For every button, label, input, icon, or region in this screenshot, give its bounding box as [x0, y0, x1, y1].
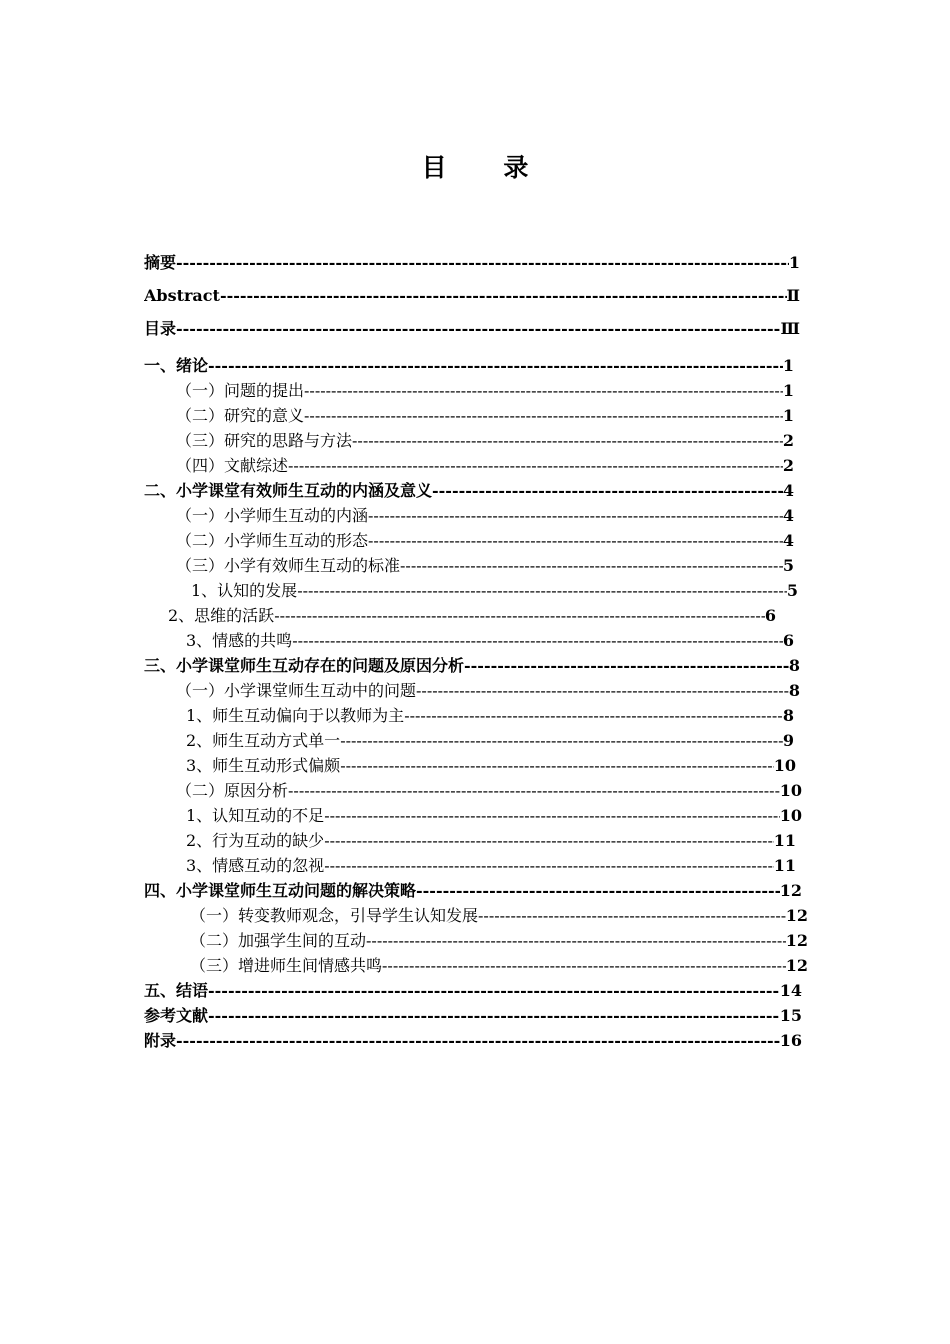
- toc-entry[interactable]: [190, 903, 808, 928]
- toc-page-number: 12: [785, 906, 808, 925]
- toc-entry[interactable]: [191, 578, 798, 603]
- toc-entry-label: 2、师生互动方式单一: [186, 731, 341, 750]
- toc-entry[interactable]: [186, 753, 796, 778]
- toc-entry[interactable]: [176, 428, 794, 453]
- toc-dot-leader: [274, 603, 765, 628]
- toc-entry[interactable]: [176, 403, 794, 428]
- toc-entry[interactable]: [176, 553, 794, 578]
- toc-page-number: 6: [782, 631, 794, 650]
- toc-dot-leader: [340, 728, 783, 753]
- toc-dot-leader: [324, 803, 780, 828]
- toc-entry-label: （二）加强学生间的互动: [190, 931, 367, 950]
- toc-dot-leader: [478, 903, 786, 928]
- toc-page-number: 10: [773, 756, 796, 775]
- toc-entry-label: 摘要: [144, 253, 177, 272]
- toc-entry[interactable]: [186, 853, 796, 878]
- toc-entry-label: （一）转变教师观念，引导学生认知发展: [190, 906, 479, 925]
- toc-entry-label: （二）原因分析: [176, 781, 289, 800]
- toc-page-number: 10: [779, 781, 802, 800]
- toc-entry-label: （三）小学有效师生互动的标准: [176, 556, 401, 575]
- toc-page-number: 8: [782, 706, 794, 725]
- toc-dot-leader: [368, 503, 783, 528]
- toc-page-number: 4: [782, 506, 794, 525]
- toc-entry[interactable]: [190, 928, 808, 953]
- toc-page-number: 1: [788, 253, 800, 272]
- toc-dot-leader: [366, 928, 786, 953]
- toc-entry-label: 目录: [144, 319, 177, 338]
- toc-page-number: 10: [779, 806, 802, 825]
- toc-dot-leader: [176, 316, 781, 341]
- toc-entry[interactable]: [176, 453, 794, 478]
- toc-page-number: 15: [779, 1006, 802, 1025]
- toc-entry-label: （三）增进师生间情感共鸣: [190, 956, 383, 975]
- toc-entry-label: 2、思维的活跃: [168, 606, 275, 625]
- toc-dot-leader: [352, 428, 783, 453]
- toc-entry-label: 三、小学课堂师生互动存在的问题及原因分析: [144, 656, 465, 675]
- toc-entry-label: Abstract: [144, 286, 220, 305]
- toc-entry[interactable]: [144, 978, 802, 1003]
- toc-entry-label: 2、行为互动的缺少: [186, 831, 325, 850]
- toc-page-number: 14: [779, 981, 802, 1000]
- toc-entry-label: 1、认知互动的不足: [186, 806, 325, 825]
- toc-entry[interactable]: [144, 1028, 802, 1053]
- toc-entry-label: 二、小学课堂有效师生互动的内涵及意义: [144, 481, 433, 500]
- toc-entry[interactable]: [176, 528, 794, 553]
- toc-dot-leader: [464, 653, 789, 678]
- toc-page-number: 2: [782, 456, 794, 475]
- toc-dot-leader: [404, 703, 783, 728]
- toc-entry[interactable]: [190, 953, 808, 978]
- toc-entry-label: （二）研究的意义: [176, 406, 305, 425]
- toc-dot-leader: [304, 378, 783, 403]
- toc-dot-leader: [297, 578, 787, 603]
- toc-entry-label: （一）小学课堂师生互动中的问题: [176, 681, 417, 700]
- toc-dot-leader: [208, 1003, 780, 1028]
- toc-entry[interactable]: [176, 503, 794, 528]
- toc-page-number: 2: [782, 431, 794, 450]
- toc-page-number: 1: [782, 406, 794, 425]
- toc-dot-leader: [382, 953, 786, 978]
- toc-entry-label: （三）研究的思路与方法: [176, 431, 353, 450]
- toc-dot-leader: [288, 778, 780, 803]
- toc-page-number: Ⅲ: [780, 319, 800, 338]
- toc-entry-label: 一、绪论: [144, 356, 209, 375]
- toc-dot-leader: [324, 828, 774, 853]
- toc-entry-label: （一）小学师生互动的内涵: [176, 506, 369, 525]
- toc-dot-leader: [324, 853, 774, 878]
- toc-entry[interactable]: [144, 250, 800, 275]
- toc-dot-leader: [304, 403, 783, 428]
- toc-entry-label: 参考文献: [144, 1006, 209, 1025]
- toc-page-number: 8: [788, 681, 800, 700]
- toc-page-number: 1: [782, 356, 794, 375]
- toc-entry[interactable]: [176, 378, 794, 403]
- toc-page-number: 4: [782, 531, 794, 550]
- toc-entry-label: （一）问题的提出: [176, 381, 305, 400]
- toc-dot-leader: [416, 878, 780, 903]
- toc-dot-leader: [368, 528, 783, 553]
- toc-entry[interactable]: [144, 478, 794, 503]
- toc-dot-leader: [340, 753, 774, 778]
- toc-entry[interactable]: [168, 603, 776, 628]
- toc-dot-leader: [416, 678, 789, 703]
- toc-entry[interactable]: [144, 283, 800, 308]
- toc-dot-leader: [176, 1028, 780, 1053]
- toc-entry[interactable]: [144, 353, 794, 378]
- toc-entry[interactable]: [186, 828, 796, 853]
- toc-page-number: 8: [788, 656, 800, 675]
- toc-entry-label: （四）文献综述: [176, 456, 289, 475]
- toc-dot-leader: [400, 553, 783, 578]
- toc-entry-label: 3、情感互动的忽视: [186, 856, 325, 875]
- toc-entry-label: 1、师生互动偏向于以教师为主: [186, 706, 405, 725]
- toc-entry[interactable]: [144, 878, 802, 903]
- toc-page-number: 4: [782, 481, 794, 500]
- toc-entry[interactable]: [186, 728, 794, 753]
- toc-page-number: 6: [764, 606, 776, 625]
- toc-entry[interactable]: [144, 316, 800, 341]
- toc-entry[interactable]: [144, 1003, 802, 1028]
- toc-dot-leader: [176, 250, 789, 275]
- toc-dot-leader: [220, 283, 787, 308]
- toc-entry[interactable]: [186, 703, 794, 728]
- toc-page-number: 9: [782, 731, 794, 750]
- toc-dot-leader: [208, 978, 780, 1003]
- toc-entry-label: 3、师生互动形式偏颇: [186, 756, 341, 775]
- toc-entry[interactable]: [186, 628, 794, 653]
- toc-page-number: Ⅱ: [786, 286, 800, 305]
- toc-entry-label: 附录: [144, 1031, 177, 1050]
- page-title: 目 录: [421, 153, 553, 182]
- toc-dot-leader: [292, 628, 783, 653]
- toc-entry-label: 四、小学课堂师生互动问题的解决策略: [144, 881, 417, 900]
- toc-page-number: 12: [785, 956, 808, 975]
- toc-page-number: 12: [779, 881, 802, 900]
- toc-entry[interactable]: [176, 778, 802, 803]
- toc-entry-label: 3、情感的共鸣: [186, 631, 293, 650]
- toc-page-number: 1: [782, 381, 794, 400]
- toc-entry-label: （二）小学师生互动的形态: [176, 531, 369, 550]
- toc-entry[interactable]: [176, 678, 800, 703]
- toc-page-number: 16: [779, 1031, 802, 1050]
- toc-entry-label: 1、认知的发展: [191, 581, 298, 600]
- toc-dot-leader: [208, 353, 783, 378]
- toc-page-number: 11: [773, 856, 796, 875]
- toc-entry[interactable]: [144, 653, 800, 678]
- toc-entry-label: 五、结语: [144, 981, 209, 1000]
- toc-dot-leader: [288, 453, 783, 478]
- toc-page-number: 11: [773, 831, 796, 850]
- toc-entry[interactable]: [186, 803, 802, 828]
- toc-page-number: 5: [786, 581, 798, 600]
- toc-page-number: 12: [785, 931, 808, 950]
- toc-dot-leader: [432, 478, 783, 503]
- toc-page-number: 5: [782, 556, 794, 575]
